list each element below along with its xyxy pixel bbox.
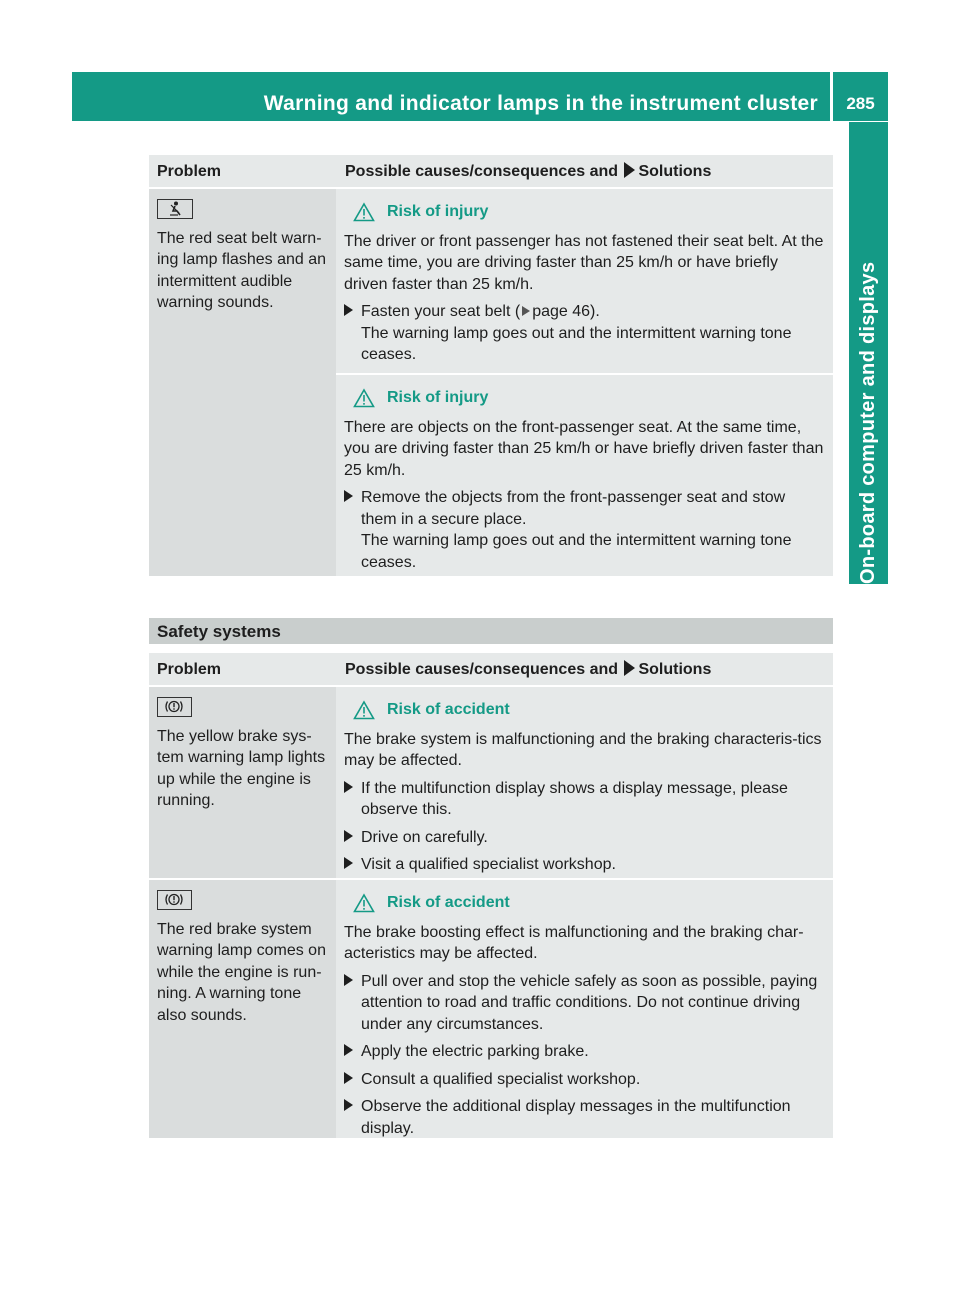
warning-triangle-icon	[353, 388, 375, 408]
table-row	[149, 189, 833, 576]
warning-triangle-icon	[353, 202, 375, 222]
page-reference[interactable]: page 46).	[532, 303, 600, 320]
chapter-label: On-board computer and displays	[857, 261, 879, 584]
warning-block	[336, 687, 833, 886]
warning-label: Risk of accident	[387, 894, 510, 911]
warning-block	[336, 189, 833, 373]
col-solutions-label: Solutions	[638, 661, 712, 678]
col-causes-label: Possible causes/consequences and	[345, 661, 619, 678]
brake-warning-icon	[157, 890, 192, 910]
step-arrow-icon	[344, 830, 353, 842]
action-arrow-icon	[624, 660, 635, 676]
step-text: Fasten your seat belt (	[361, 303, 521, 320]
action-step	[344, 1041, 825, 1063]
col-causes-header	[336, 653, 833, 685]
warning-label: Risk of injury	[387, 203, 489, 220]
page-ref-icon	[522, 306, 530, 316]
step-arrow-icon	[344, 1099, 353, 1111]
action-step	[344, 827, 825, 849]
warning-heading	[344, 699, 825, 721]
warning-text: The brake boosting effect is malfunctioning and the braking char-acteristics may be affected.	[344, 923, 804, 962]
table-header	[149, 653, 833, 687]
step-text: Consult a qualified specialist workshop.	[361, 1070, 641, 1088]
seatbelt-table	[149, 155, 833, 576]
warning-heading	[344, 892, 825, 914]
problem-cell	[149, 880, 336, 1138]
step-arrow-icon	[344, 1044, 353, 1056]
warning-label: Risk of injury	[387, 389, 489, 406]
step-result: The warning lamp goes out and the intermittent warning tone ceases.	[361, 532, 792, 571]
step-text: Remove the objects from the front-passenger seat and stow them in a secure place.	[361, 489, 786, 528]
action-step	[344, 971, 825, 1036]
step-text: Apply the electric parking brake.	[361, 1043, 589, 1060]
action-step	[344, 487, 825, 573]
step-text: Drive on carefully.	[361, 828, 488, 846]
page-header	[72, 72, 888, 121]
step-arrow-icon	[344, 1072, 353, 1084]
col-problem-header: Problem	[157, 163, 222, 180]
step-arrow-icon	[344, 974, 353, 986]
header-title: Warning and indicator lamps in the instrument cluster	[263, 92, 818, 115]
causes-cell	[336, 880, 833, 1138]
warning-block	[336, 880, 833, 1149]
table-row	[149, 878, 833, 1138]
warning-heading	[344, 387, 825, 409]
warning-triangle-icon	[353, 700, 375, 720]
step-text: Visit a qualified specialist workshop.	[361, 856, 616, 873]
step-arrow-icon	[344, 781, 353, 793]
col-causes-header	[336, 155, 833, 187]
step-arrow-icon	[344, 490, 353, 502]
action-arrow-icon	[624, 162, 635, 178]
table-row	[149, 687, 833, 878]
warning-triangle-icon	[353, 893, 375, 913]
page-number: 285	[846, 94, 875, 113]
seatbelt-warning-icon	[157, 199, 193, 219]
warning-label: Risk of accident	[387, 701, 510, 718]
step-text: Observe the additional display messages in the multifunction display.	[361, 1098, 791, 1137]
problem-text: The red seat belt warn-ing lamp flashes and an intermittent audible warning sounds.	[157, 229, 326, 311]
action-step	[344, 854, 825, 876]
problem-cell	[149, 189, 336, 576]
causes-cell	[336, 687, 833, 878]
col-problem-header: Problem	[157, 661, 222, 678]
step-arrow-icon	[344, 304, 353, 316]
problem-text: The red brake system warning lamp comes on while the engine is run-ning. A warning tone also sounds.	[157, 920, 326, 1024]
step-result: The warning lamp goes out and the intermittent warning tone ceases.	[361, 324, 792, 363]
warning-text: The brake system is malfunctioning and the braking characteris-tics may be affected.	[344, 730, 822, 769]
action-step	[344, 1069, 825, 1091]
action-step	[344, 1096, 825, 1139]
warning-heading	[344, 201, 825, 223]
step-text: Pull over and stop the vehicle safely as soon as possible, paying attention to road and traffic conditions. Do not continue driving under any circumstances.	[361, 972, 818, 1033]
chapter-side-tab	[849, 122, 888, 584]
brake-warning-icon	[157, 697, 192, 717]
action-step	[344, 778, 825, 821]
brake-table	[149, 653, 833, 1138]
step-text: If the multifunction display shows a display message, please observe this.	[361, 779, 788, 818]
causes-cell	[336, 189, 833, 576]
step-arrow-icon	[344, 857, 353, 869]
col-solutions-label: Solutions	[638, 163, 712, 180]
warning-text: The driver or front passenger has not fastened their seat belt. At the same time, you are driving faster than 25 km/h or have briefly driven faster than 25 km/h.	[344, 232, 824, 293]
col-causes-label: Possible causes/consequences and	[345, 163, 619, 180]
table-header	[149, 155, 833, 189]
problem-cell	[149, 687, 336, 878]
problem-text: The yellow brake sys-tem warning lamp lights up while the engine is running.	[157, 727, 326, 809]
action-step	[344, 301, 825, 366]
section-title: Safety systems	[149, 618, 833, 644]
warning-text: There are objects on the front-passenger seat. At the same time, you are driving faster than 25 km/h or have briefly driven faster than 25 km/h.	[344, 418, 824, 479]
warning-block	[336, 373, 833, 583]
